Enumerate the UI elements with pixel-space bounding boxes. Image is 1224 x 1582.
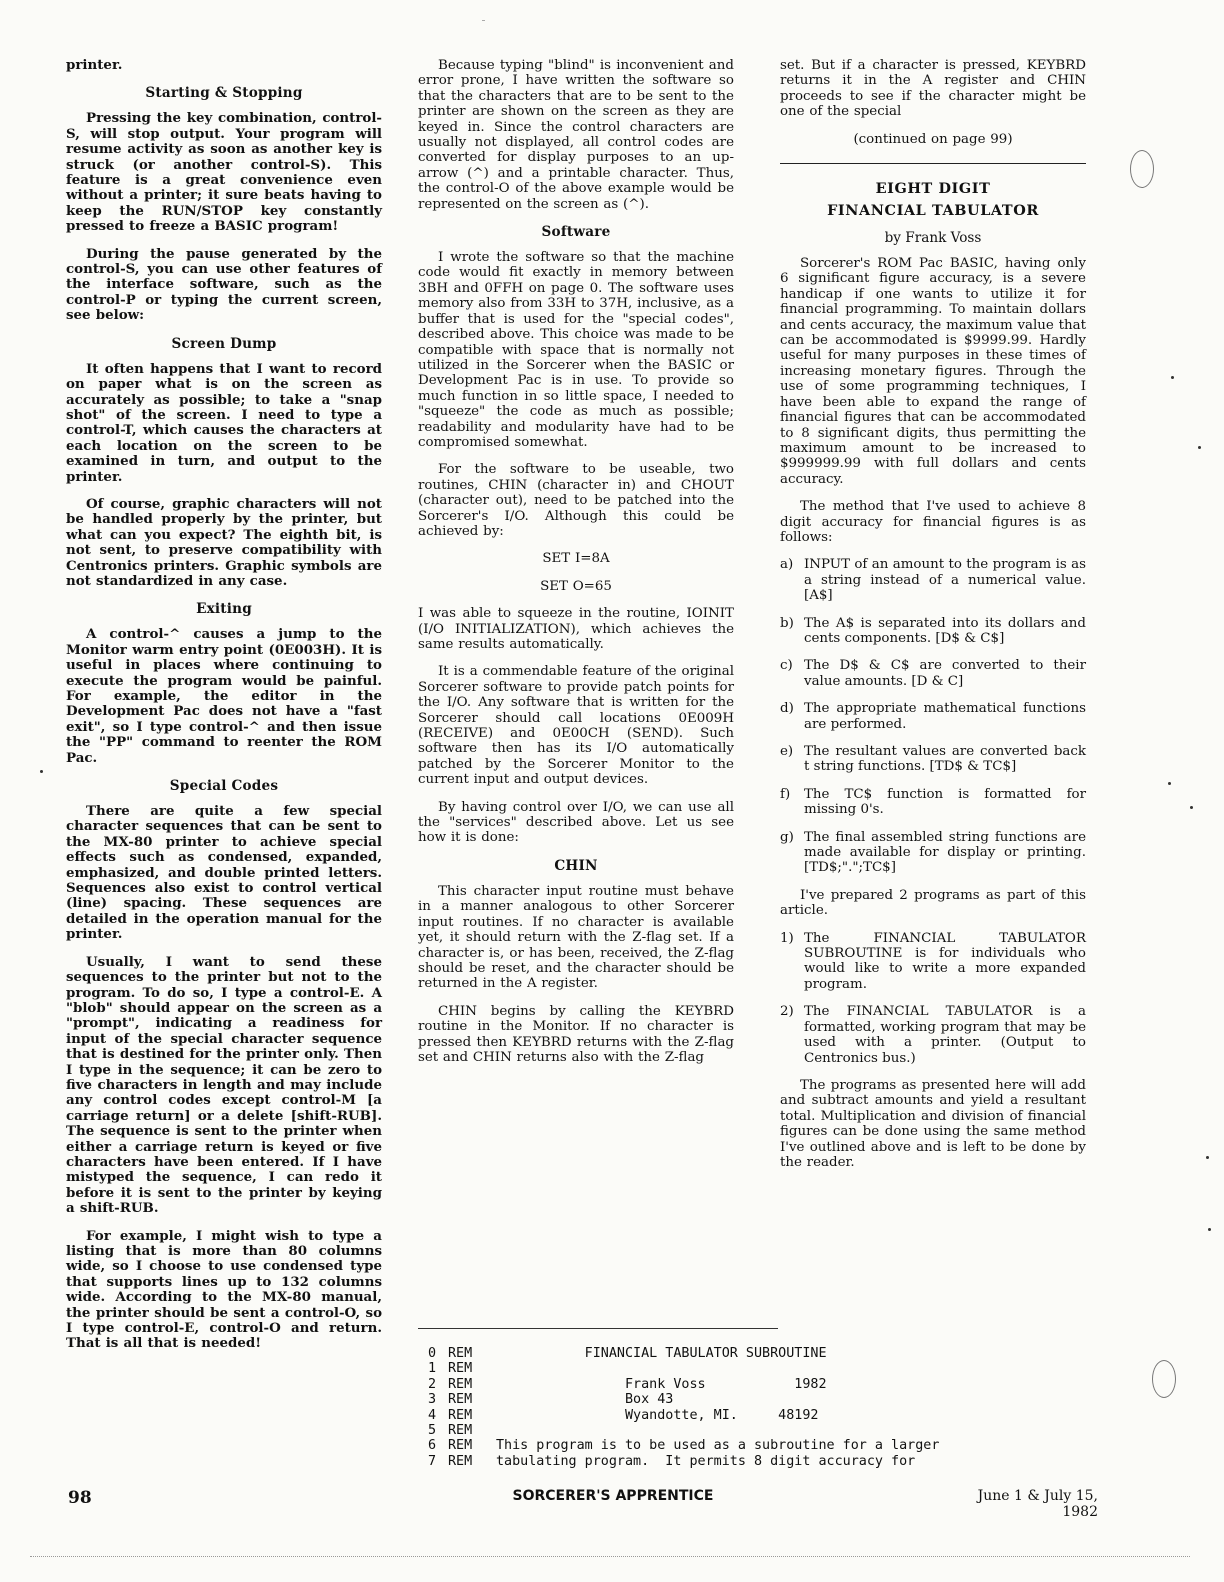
paragraph: There are quite a few special character sequences that can be sent to the MX-80 printer to achieve special effects such as condensed, expanded, emphasized, and double printed letters. Sequences also exist to control vertical (line) spacing. These sequences are detailed in the operation manual for the printer. <box>66 803 382 943</box>
paragraph: It often happens that I want to record on paper what is on the screen as accurately as possible; to take a "snap shot" of the screen. I need to type a control-T, which causes the characters at each location on the screen to be examined in turn, and output to the printer. <box>66 360 382 485</box>
paragraph: I wrote the software so that the machine code would fit exactly in memory between 3BH and 0FFH on page 0. The software uses memory also from 33H to 37H, inclusive, as a buffer that is used for the "special codes", described above. This choice was made to be compatible with space that is normally not utilized in the Sorcerer when the BASIC or Development Pac is in use. To provide so much function in so little space, I needed to "squeeze" the code as much as possible; readability and modularity have had to be compromised somewhat. <box>418 250 734 450</box>
page-number: 98 <box>68 1488 92 1508</box>
byline: by Frank Voss <box>884 230 982 247</box>
list-item: c) The D$ & C$ are converted to their value amounts. [D & C] <box>780 658 1086 689</box>
scan-speck <box>1171 376 1174 379</box>
paragraph: A control-^ causes a jump to the Monitor warm entry point (0E003H). It is useful in places where continuing to execute the program would be painful. For example, the editor in the Development Pac does not have a "fast exit", so I type control-^ and then issue the "PP" command to reenter the ROM Pac. <box>66 626 382 766</box>
list-item: 1) The FINANCIAL TABULATOR SUBROUTINE is for individuals who would like to write a more expanded program. <box>780 930 1086 992</box>
heading-chin: CHIN <box>554 857 598 874</box>
continued-note: (continued on page 99) <box>853 131 1013 147</box>
listing-line: 2 REM Frank Voss 1982 <box>428 1376 827 1392</box>
article-divider <box>780 163 1086 164</box>
scan-mark <box>482 20 485 21</box>
scan-edge <box>30 1556 1190 1557</box>
paragraph: Of course, graphic characters will not be handled properly by the printer, but what can you expect? The eighth bit, is not sent, to preserve compatibility with Centronics printers. Graphic symbols are not standardized in any case. <box>66 495 382 589</box>
column-3 <box>780 58 1086 1182</box>
listing-line: 5 REM <box>428 1423 473 1439</box>
code-set-input: SET I=8A <box>542 551 610 567</box>
paragraph: Sorcerer's ROM Pac BASIC, having only 6 significant figure accuracy, is a severe handicap if one wants to utilize it for financial programming. To maintain dollars and cents accuracy, the maximum value that can be accommodated is $9999.99. Hardly useful for many purposes in these times of increasing monetary figures. Through the use of some programming techniques, I have been able to expand the range of financial figures that can be accommodated to 8 significant digits, thus permitting the maximum amount to be increased to $999999.99 with full dollars and cents accuracy. <box>780 256 1086 487</box>
list-item: f) The TC$ function is formatted for missing 0's. <box>780 786 1086 818</box>
heading-screen-dump: Screen Dump <box>171 335 277 352</box>
binder-hole-icon <box>1130 150 1154 188</box>
article-title-line-2: FINANCIAL TABULATOR <box>827 202 1039 220</box>
paragraph: Pressing the key combination, control-S, will stop output. Your program will resume activity as soon as another key is struck (or another control-S). This feature is a great convenience even without a printer; it sure beats having to keep the RUN/STOP key constantly pressed to freeze a BASIC program! <box>66 110 382 235</box>
listing-line: 1 REM <box>428 1361 473 1377</box>
listing-line: 3 REM Box 43 <box>428 1392 674 1408</box>
method-steps <box>780 557 1086 876</box>
paragraph: Usually, I want to send these sequences to the printer but not to the program. To do so, I type a control-E. A "blob" should appear on the screen as a "prompt", indicating a readiness for input of the special character sequence that is destined for the printer only. Then I type in the sequence; it can be zero to five characters in length and may include any control codes except control-M [a carriage return] or a delete [shift-RUB]. The sequence is sent to the printer when either a carriage return is keyed or five characters have been entered. If I have mistyped the sequence, I can redo it before it is sent to the printer by keying a shift-RUB. <box>66 953 382 1217</box>
paragraph: It is a commendable feature of the original Sorcerer software to provide patch points for the I/O. Any software that is written for the Sorcerer should call locations 0E009H (RECEIVE) and 0E00CH (SEND). Such software then has its I/O automatically patched by the Sorcerer Monitor to the current input and output devices. <box>418 664 734 788</box>
binder-hole-icon <box>1152 1360 1176 1398</box>
paragraph: The method that I've used to achieve 8 digit accuracy for financial figures is as follows: <box>780 499 1086 545</box>
paragraph: set. But if a character is pressed, KEYBRD returns it in the A register and CHIN proceeds to see if the character might be one of the special <box>780 58 1086 120</box>
heading-starting-stopping: Starting & Stopping <box>145 85 303 102</box>
column-1 <box>66 58 382 1364</box>
paragraph: I've prepared 2 programs as part of this article. <box>780 887 1086 919</box>
list-item: g) The final assembled string functions are made available for display or printing. [TD$;".";TC$] <box>780 829 1086 876</box>
column-2 <box>418 58 734 1077</box>
paragraph: By having control over I/O, we can use all the "services" described above. Let us see how it is done: <box>418 799 734 846</box>
issue-date: June 1 & July 15, 1982 <box>977 1488 1098 1520</box>
listing-line: 4 REM Wyandotte, MI. 48192 <box>428 1407 819 1423</box>
heading-software: Software <box>541 224 611 241</box>
scan-speck <box>1198 446 1201 449</box>
scan-speck <box>1208 1228 1211 1231</box>
heading-exiting: Exiting <box>196 601 252 618</box>
paragraph: The programs as presented here will add and subtract amounts and yield a resultant total. Multiplication and division of financial figures can be done using the same method I've outlined above and is left to be done by the reader. <box>780 1077 1086 1170</box>
lead-text: printer. <box>66 57 123 73</box>
scan-speck <box>1168 782 1171 785</box>
scan-speck <box>1206 1156 1209 1159</box>
program-listing <box>428 1346 1068 1469</box>
paragraph: During the pause generated by the control-S, you can use other features of the interface software, such as the control-P or typing the current screen, see below: <box>66 245 382 324</box>
list-item: a) INPUT of an amount to the program is as a string instead of a numerical value. [A$] <box>780 557 1086 604</box>
paragraph: For example, I might wish to type a listing that is more than 80 columns wide, so I choose to use condensed type that supports lines up to 132 columns wide. According to the MX-80 manual, the printer should be sent a control-O, so I type control-E, control-O and return. That is all that is needed! <box>66 1227 382 1352</box>
list-item: b) The A$ is separated into its dollars and cents components. [D$ & C$] <box>780 615 1086 646</box>
listing-line: 6 REM This program is to be used as a subroutine for a larger <box>428 1438 940 1454</box>
program-list <box>780 931 1086 1066</box>
magazine-name: SORCERER'S APPRENTICE <box>512 1488 714 1504</box>
list-item: d) The appropriate mathematical functions are performed. <box>780 701 1086 732</box>
listing-line: 0 REM FINANCIAL TABULATOR SUBROUTINE <box>428 1346 827 1361</box>
listing-line: 7 REM tabulating program. It permits 8 digit accuracy for <box>428 1453 916 1469</box>
paragraph: For the software to be useable, two routines, CHIN (character in) and CHOUT (character out), need to be patched into the Sorcerer's I/O. Although this could be achieved by: <box>418 462 734 539</box>
article-title-line-1: EIGHT DIGIT <box>875 180 991 198</box>
code-set-output: SET O=65 <box>540 578 612 594</box>
list-item: e) The resultant values are converted back t string functions. [TD$ & TC$] <box>780 744 1086 775</box>
paragraph: Because typing "blind" is inconvenient and error prone, I have written the software so that the characters that are to be sent to the printer are shown on the screen as they are keyed in. Since the control characters are usually not displayed, all control codes are converted for display purposes to an up-arrow (^) and a printable character. Thus, the control-O of the above example would be represented on the screen as (^). <box>418 58 734 212</box>
listing-divider <box>418 1328 778 1329</box>
heading-special-codes: Special Codes <box>169 778 279 795</box>
scan-speck <box>40 770 43 773</box>
paragraph: This character input routine must behave in a manner analogous to other Sorcerer input routines. If no character is available yet, it should return with the Z-flag set. If a character is, or has been, received, the Z-flag should be reset, and the character should be returned in the A register. <box>418 883 734 992</box>
paragraph: I was able to squeeze in the routine, IOINIT (I/O INITIALIZATION), which achieves the same results automatically. <box>418 606 734 652</box>
scan-speck <box>1190 806 1193 809</box>
list-item: 2) The FINANCIAL TABULATOR is a formatted, working program that may be used with a printer. (Output to Centronics bus.) <box>780 1004 1086 1066</box>
paragraph: CHIN begins by calling the KEYBRD routine in the Monitor. If no character is pressed then KEYBRD returns with the Z-flag set and CHIN returns also with the Z-flag <box>418 1003 734 1065</box>
